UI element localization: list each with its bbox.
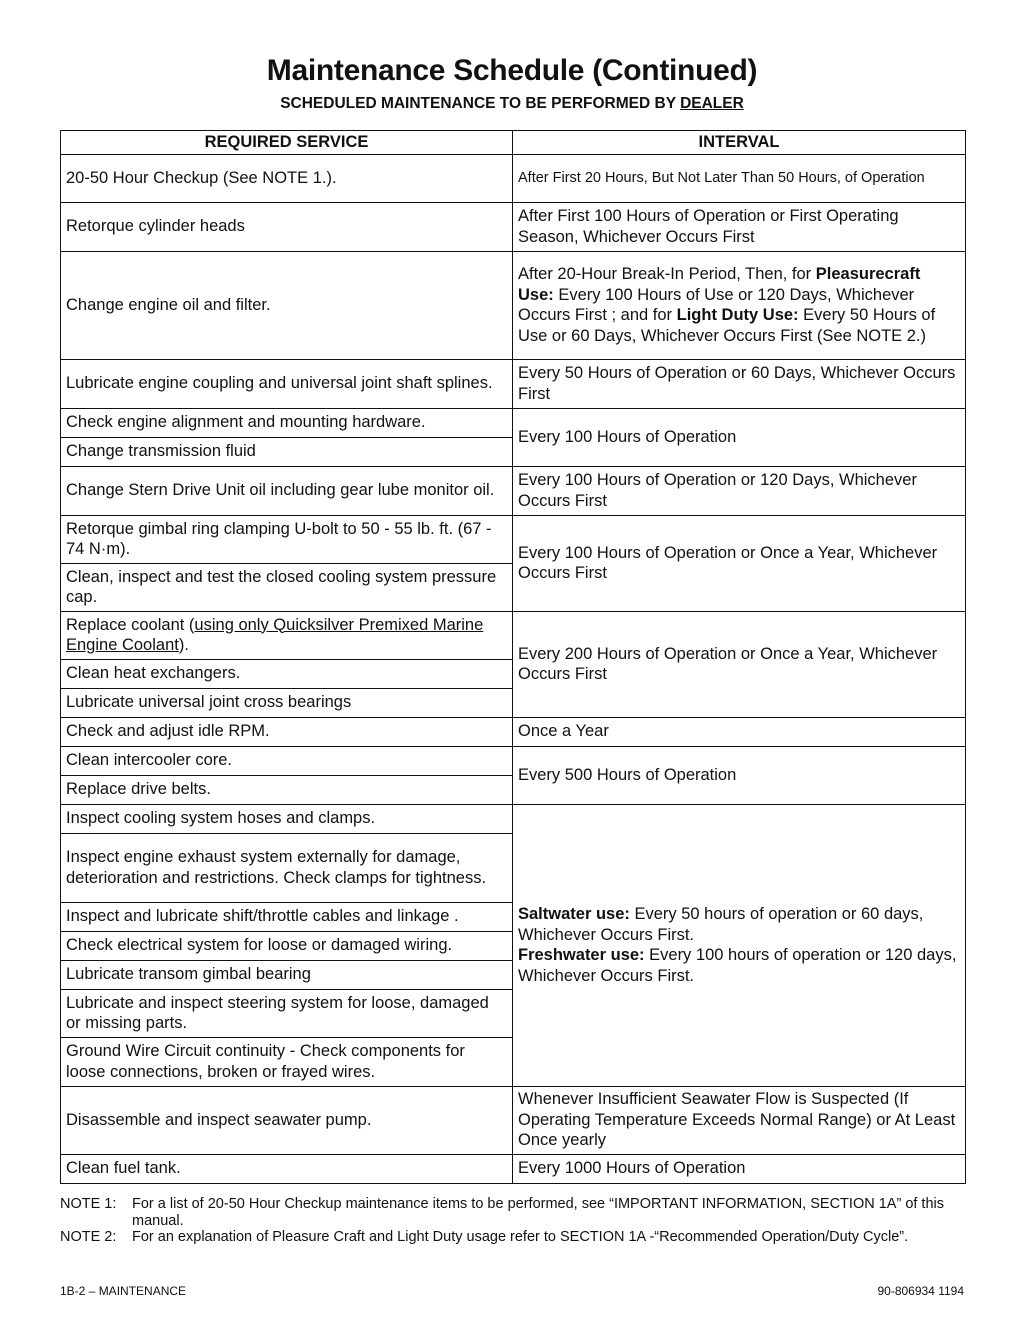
- note-text: For an explanation of Pleasure Craft and Light Duty usage refer to SECTION 1A -“Recommended Operation/Duty Cycle”.: [132, 1229, 909, 1245]
- note-2: [60, 1229, 965, 1246]
- interval-text: Every 100 Hours of Use or 120 Days, Whichever Occurs First ; and for: [518, 285, 915, 324]
- interval-cell: [513, 804, 966, 1086]
- maintenance-table: [60, 130, 966, 1184]
- table-row: [61, 611, 966, 659]
- interval-cell: Whenever Insufficient Seawater Flow is Suspected (If Operating Temperature Exceeds Normal Range) or At Least Once yearly: [513, 1086, 966, 1154]
- table-row: [61, 1086, 966, 1154]
- table-row: [61, 408, 966, 437]
- page-subtitle: [0, 95, 1024, 113]
- interval-text: Every 50 hours of operation or 60 days, Whichever Occurs First.: [518, 905, 924, 944]
- service-cell: Clean intercooler core.: [61, 746, 513, 775]
- subtitle-emphasis: DEALER: [680, 95, 744, 112]
- note-1: [60, 1196, 965, 1229]
- notes: [60, 1196, 965, 1246]
- service-cell: Retorque cylinder heads: [61, 202, 513, 251]
- table-row: [61, 466, 966, 515]
- service-cell: Clean, inspect and test the closed cooling system pressure cap.: [61, 563, 513, 611]
- table-row: [61, 251, 966, 359]
- interval-cell: Every 100 Hours of Operation or Once a Year, Whichever Occurs First: [513, 515, 966, 611]
- interval-cell: Once a Year: [513, 717, 966, 746]
- interval-text: Every 50 Hours of Use or 60 Days, Whichever Occurs First (See NOTE 2.): [518, 306, 936, 345]
- service-cell: Clean fuel tank.: [61, 1154, 513, 1183]
- service-cell: Change engine oil and filter.: [61, 251, 513, 359]
- footer-section-label: 1B-2 – MAINTENANCE: [60, 1284, 187, 1298]
- service-cell: Inspect and lubricate shift/throttle cables and linkage .: [61, 902, 513, 931]
- freshwater-label: Freshwater use:: [518, 946, 645, 964]
- table-row: [61, 1154, 966, 1183]
- service-cell: Inspect cooling system hoses and clamps.: [61, 804, 513, 833]
- interval-text: Every 100 hours of operation or 120 days, Whichever Occurs First.: [518, 946, 957, 985]
- page-title: Maintenance Schedule (Continued): [266, 54, 758, 87]
- service-cell: Lubricate engine coupling and universal joint shaft splines.: [61, 359, 513, 408]
- interval-text: After 20-Hour Break-In Period, Then, for: [518, 265, 816, 283]
- service-cell: Lubricate transom gimbal bearing: [61, 960, 513, 989]
- note-label: NOTE 2:: [60, 1229, 117, 1245]
- service-text: Replace coolant (: [66, 615, 195, 634]
- service-cell: Clean heat exchangers.: [61, 659, 513, 688]
- service-cell: Retorque gimbal ring clamping U-bolt to 50 - 55 lb. ft. (67 - 74 N·m).: [61, 515, 513, 563]
- service-text: ).: [178, 636, 189, 654]
- service-cell: [61, 611, 513, 659]
- footer-doc-number: 90-806934 1194: [877, 1284, 964, 1298]
- service-cell: Change transmission fluid: [61, 437, 513, 466]
- table-row: [61, 717, 966, 746]
- table-row: [61, 202, 966, 251]
- interval-cell: Every 1000 Hours of Operation: [513, 1154, 966, 1183]
- table-row: [61, 515, 966, 563]
- coolant-note: using only Quicksilver Premixed Marine Engine Coolant: [66, 615, 484, 654]
- interval-cell: Every 100 Hours of Operation: [513, 408, 966, 466]
- service-cell: Lubricate universal joint cross bearings: [61, 688, 513, 717]
- table-row: [61, 154, 966, 202]
- table-row: [61, 359, 966, 408]
- note-text: For a list of 20-50 Hour Checkup maintenance items to be performed, see “IMPORTANT INFORMATION, SECTION 1A” of this manual.: [132, 1196, 944, 1229]
- interval-cell: After First 100 Hours of Operation or First Operating Season, Whichever Occurs First: [513, 202, 966, 251]
- interval-cell: [513, 251, 966, 359]
- service-cell: Change Stern Drive Unit oil including gear lube monitor oil.: [61, 466, 513, 515]
- service-cell: Check and adjust idle RPM.: [61, 717, 513, 746]
- interval-cell: After First 20 Hours, But Not Later Than 50 Hours, of Operation: [513, 154, 966, 202]
- service-cell: Inspect engine exhaust system externally for damage, deterioration and restrictions. Check clamps for tightness.: [61, 833, 513, 902]
- subtitle-prefix: SCHEDULED MAINTENANCE TO BE PERFORMED BY: [280, 95, 681, 112]
- header-interval: INTERVAL: [513, 131, 966, 155]
- service-cell: Check electrical system for loose or damaged wiring.: [61, 931, 513, 960]
- table-header-row: [61, 131, 966, 155]
- interval-cell: Every 100 Hours of Operation or 120 Days, Whichever Occurs First: [513, 466, 966, 515]
- header-required-service: REQUIRED SERVICE: [61, 131, 513, 155]
- saltwater-label: Saltwater use:: [518, 905, 630, 923]
- service-cell: Check engine alignment and mounting hardware.: [61, 408, 513, 437]
- note-label: NOTE 1:: [60, 1196, 117, 1212]
- service-cell: Ground Wire Circuit continuity - Check components for loose connections, broken or frayed wires.: [61, 1037, 513, 1086]
- table-row: [61, 746, 966, 775]
- table-row: [61, 804, 966, 833]
- interval-cell: Every 200 Hours of Operation or Once a Year, Whichever Occurs First: [513, 611, 966, 717]
- service-cell: Replace drive belts.: [61, 775, 513, 804]
- service-cell: Lubricate and inspect steering system for loose, damaged or missing parts.: [61, 989, 513, 1037]
- interval-cell: Every 500 Hours of Operation: [513, 746, 966, 804]
- interval-cell: Every 50 Hours of Operation or 60 Days, Whichever Occurs First: [513, 359, 966, 408]
- light-duty-label: Light Duty Use:: [676, 306, 799, 324]
- service-cell: Disassemble and inspect seawater pump.: [61, 1086, 513, 1154]
- service-cell: 20-50 Hour Checkup (See NOTE 1.).: [61, 154, 513, 202]
- pleasurecraft-label: Pleasurecraft Use:: [518, 265, 921, 304]
